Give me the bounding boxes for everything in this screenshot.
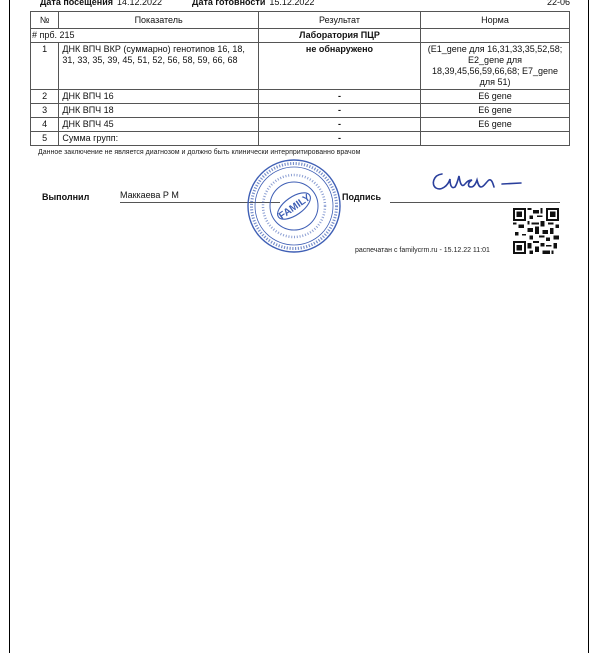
- row-norm: E6 gene: [421, 118, 570, 132]
- stamp-brand: FAMILY: [277, 192, 313, 222]
- row-result: не обнаружено: [258, 43, 420, 90]
- printed-footer: распечатан с familycrm.ru - 15.12.22 11:01: [355, 247, 490, 254]
- row-norm: [421, 132, 570, 146]
- qr-code-icon: [513, 208, 559, 254]
- row-norm: (E1_gene для 16,31,33,35,52,58; E2_gene для 18,39,45,56,59,66,68; E7_gene для 51): [421, 43, 570, 90]
- row-result: -: [258, 90, 420, 104]
- row-result: -: [258, 104, 420, 118]
- row-result: -: [258, 132, 420, 146]
- ready-date-label: Дата готовности: [192, 0, 266, 7]
- handwritten-signature-icon: [428, 168, 528, 198]
- table-row: [31, 132, 570, 146]
- row-indicator: ДНК ВПЧ ВКР (суммарно) генотипов 16, 18, 31, 33, 35, 39, 45, 51, 52, 56, 58, 59, 66, 68: [59, 43, 259, 90]
- col-indicator-header: Показатель: [59, 12, 259, 29]
- visit-date-label: Дата посещения: [40, 0, 113, 7]
- performed-by-label: Выполнил: [42, 192, 90, 202]
- section-title: Лаборатория ПЦР: [258, 29, 420, 43]
- row-result: -: [258, 118, 420, 132]
- executor-name: Маккаева Р М: [120, 190, 179, 200]
- results-table: [30, 11, 570, 146]
- table-row: [31, 90, 570, 104]
- visit-date: 14.12.2022: [116, 0, 163, 7]
- table-header-row: [31, 12, 570, 29]
- row-indicator: ДНК ВПЧ 18: [59, 104, 259, 118]
- signature-underline: [390, 202, 560, 203]
- col-norm-header: Норма: [421, 12, 570, 29]
- row-number: 4: [31, 118, 59, 132]
- row-number: 2: [31, 90, 59, 104]
- table-row: [31, 104, 570, 118]
- row-norm: E6 gene: [421, 104, 570, 118]
- table-row: [31, 43, 570, 90]
- row-indicator: ДНК ВПЧ 45: [59, 118, 259, 132]
- ready-date: 15.12.2022: [269, 0, 315, 7]
- row-indicator: Сумма групп:: [59, 132, 259, 146]
- row-number: 5: [31, 132, 59, 146]
- col-result-header: Результат: [258, 12, 420, 29]
- clinic-stamp-icon: [246, 158, 342, 254]
- section-row: [31, 29, 570, 43]
- row-number: 1: [31, 43, 59, 90]
- col-number-header: №: [31, 12, 59, 29]
- report-code: 22-06: [546, 0, 570, 7]
- sample-number: # прб. 215: [31, 29, 259, 43]
- page-edge-right: [588, 0, 589, 653]
- table-row: [31, 118, 570, 132]
- row-number: 3: [31, 104, 59, 118]
- row-norm: E6 gene: [421, 90, 570, 104]
- page-edge-left: [9, 0, 10, 653]
- signature-label: Подпись: [342, 192, 382, 202]
- disclaimer-text: Данное заключение не является диагнозом и должно быть клинически интерпритированно врачом: [38, 149, 361, 156]
- report-header: [40, 0, 570, 11]
- row-indicator: ДНК ВПЧ 16: [59, 90, 259, 104]
